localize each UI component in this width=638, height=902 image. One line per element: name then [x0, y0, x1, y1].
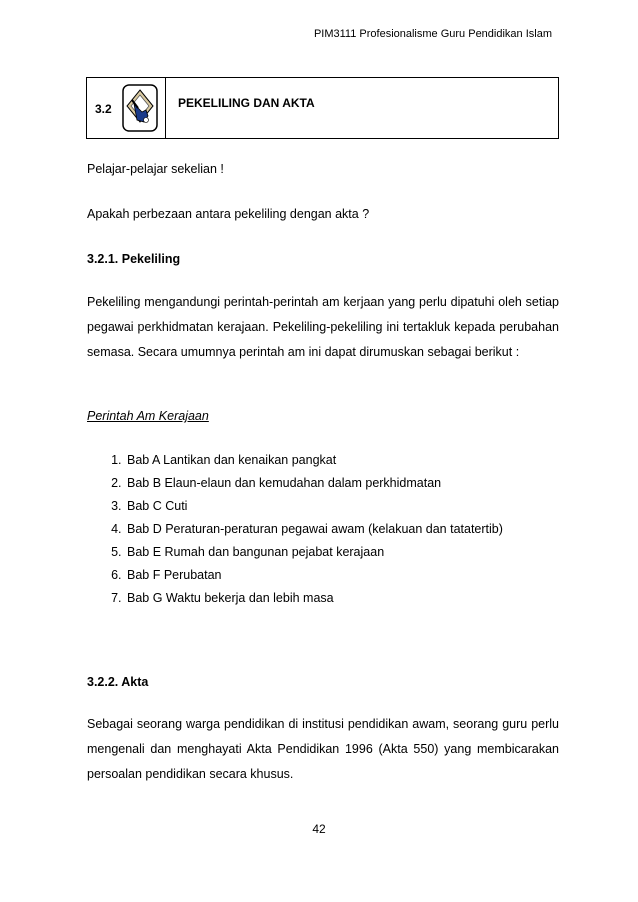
hand-pointer-icon: [120, 82, 160, 134]
list-item: 2. Bab B Elaun-elaun dan kemudahan dalam perkhidmatan: [125, 475, 503, 498]
list-item: 1. Bab A Lantikan dan kenaikan pangkat: [125, 452, 503, 475]
list-item: 4. Bab D Peraturan-peraturan pegawai awam (kelakuan dan tatatertib): [125, 521, 503, 544]
list-item: 6. Bab F Perubatan: [125, 567, 503, 590]
perintah-list: [87, 452, 503, 613]
subsection-heading-pekeliling: 3.2.1. Pekeliling: [87, 252, 181, 266]
perintah-heading: Perintah Am Kerajaan: [87, 409, 209, 423]
page-number: 42: [312, 822, 326, 836]
question-text: Apakah perbezaan antara pekeliling dengan akta ?: [87, 207, 370, 221]
section-title: PEKELILING DAN AKTA: [178, 96, 315, 110]
akta-paragraph: Sebagai seorang warga pendidikan di institusi pendidikan awam, seorang guru perlu mengenali dan menghayati Akta Pendidikan 1996 (Akta 550) yang membicarakan persoalan pendidikan secara khusus.: [87, 717, 559, 781]
list-item: 3. Bab C Cuti: [125, 498, 503, 521]
greeting-text: Pelajar-pelajar sekelian !: [87, 162, 224, 176]
running-header: PIM3111 Profesionalisme Guru Pendidikan Islam: [313, 28, 552, 40]
section-title-box: [86, 77, 559, 139]
subsection-heading-akta: 3.2.2. Akta: [87, 675, 149, 689]
pekeliling-paragraph: Pekeliling mengandungi perintah-perintah am kerjaan yang perlu dipatuhi oleh setiap pegawai perkhidmatan kerajaan. Pekeliling-pekeliling ini tertakluk kepada perubahan semasa. Secara umumnya perintah am ini dapat dirumuskan sebagai berikut :: [87, 295, 559, 359]
section-number-cell: [87, 78, 166, 138]
section-number: 3.2: [95, 102, 112, 116]
list-item: 5. Bab E Rumah dan bangunan pejabat kerajaan: [125, 544, 503, 567]
list-item: 7. Bab G Waktu bekerja dan lebih masa: [125, 590, 503, 613]
